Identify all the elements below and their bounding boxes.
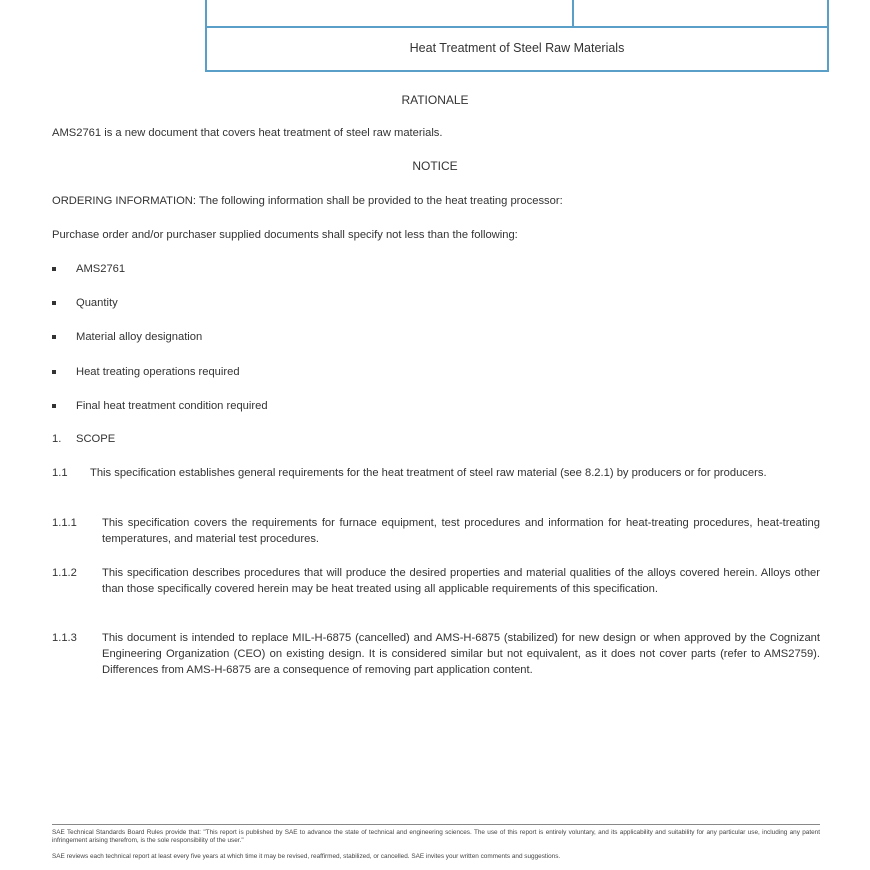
title-box [205, 0, 829, 72]
title-box-top-row [207, 0, 827, 28]
document-title: Heat Treatment of Steel Raw Materials [409, 41, 625, 55]
scope-item-1-1-3 [52, 630, 820, 694]
scope-item-1-1 [52, 465, 820, 497]
scope-item-1-1-2 [52, 565, 820, 613]
item-text: This specification covers the requirements for furnace equipment, test procedures and information for heat-treating procedures, heat-treating temperatures, and material test procedures. [102, 517, 820, 545]
section-title: SCOPE [76, 433, 116, 445]
scope-item-1-1-1 [52, 515, 820, 547]
bullet-text: AMS2761 [76, 263, 126, 275]
item-text: This specification establishes general requirements for the heat treatment of steel raw material (see 8.2.1) by producers or for producers. [90, 467, 767, 479]
bullet-text: Heat treating operations required [76, 366, 240, 378]
rationale-text: AMS2761 is a new document that covers heat treatment of steel raw materials. [52, 127, 443, 139]
footer-divider [52, 824, 820, 825]
item-number: 1.1.1 [52, 517, 77, 529]
purchase-order-text: Purchase order and/or purchaser supplied documents shall specify not less than the following: [52, 229, 518, 241]
item-number: 1.1 [52, 467, 68, 479]
notice-heading: NOTICE [412, 159, 458, 173]
bullet-icon [52, 335, 56, 339]
footer-review-note: SAE reviews each technical report at least every five years at which time it may be revised, reaffirmed, stabilized, or cancelled. SAE invites your written comments and suggestions. [52, 853, 561, 860]
bullet-text: Material alloy designation [76, 331, 203, 343]
bullet-icon [52, 404, 56, 408]
ordering-information: ORDERING INFORMATION: The following information shall be provided to the heat treating processor: [52, 195, 563, 207]
item-number: 1.1.2 [52, 567, 77, 579]
item-text: This document is intended to replace MIL-H-6875 (cancelled) and AMS-H-6875 (stabilized) for new design or when approved by the Cognizant Engineering Organization (CEO) on existing design. It is considered similar but not equivalent, as it does not cover parts (refer to AMS2759). Differences from AMS-H-6875 are a consequence of removing part application content. [102, 632, 820, 676]
scope-section-heading [52, 431, 820, 447]
section-number: 1. [52, 433, 62, 445]
footer-disclaimer: SAE Technical Standards Board Rules provide that: "This report is published by SAE to advance the state of technical and engineering sciences. The use of this report is entirely voluntary, and its applicability and suitability for any particular use, including any patent infringement arising therefrom, is the sole responsibility of the user." [52, 829, 820, 844]
item-number: 1.1.3 [52, 632, 77, 644]
bullet-text: Final heat treatment condition required [76, 400, 268, 412]
bullet-text: Quantity [76, 297, 118, 309]
bullet-icon [52, 370, 56, 374]
bullet-icon [52, 267, 56, 271]
bullet-icon [52, 301, 56, 305]
item-text: This specification describes procedures that will produce the desired properties and material qualities of the alloys covered herein. Alloys other than those specifically covered herein may be heat treated using all applicable requirements of this specification. [102, 567, 820, 595]
title-box-divider [572, 0, 574, 26]
rationale-heading: RATIONALE [401, 93, 469, 107]
